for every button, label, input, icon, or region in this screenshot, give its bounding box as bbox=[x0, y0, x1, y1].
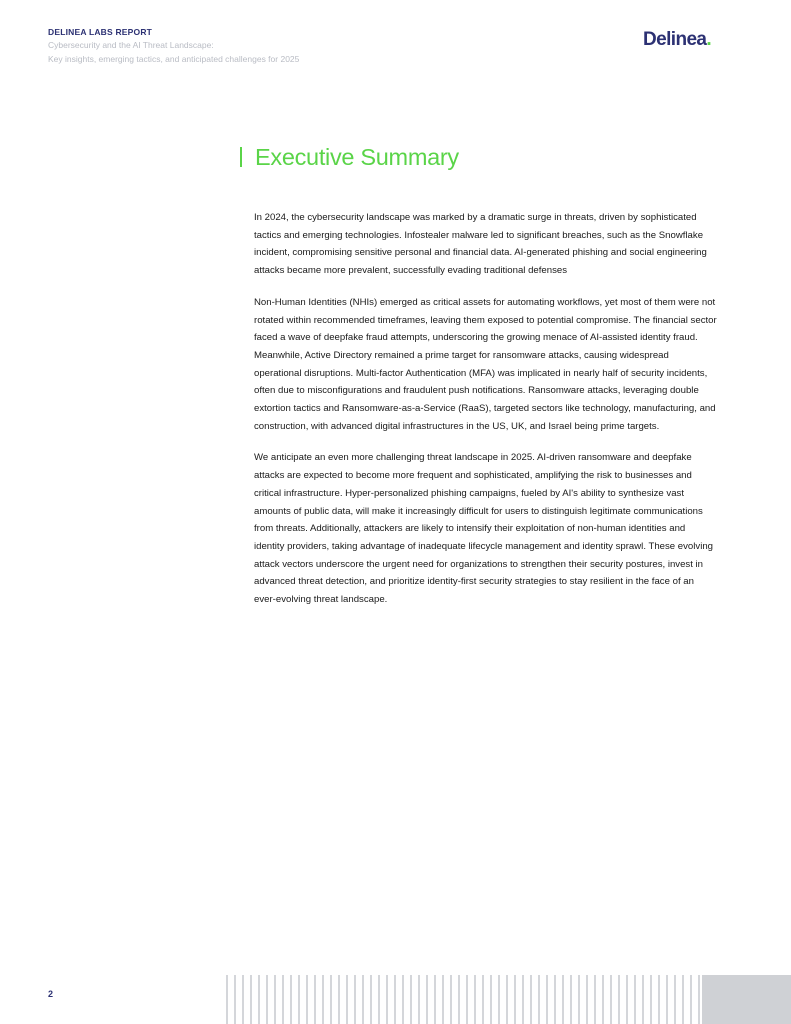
executive-summary-body bbox=[254, 209, 718, 623]
report-subtitle-line-1: Cybersecurity and the AI Threat Landscape: bbox=[48, 40, 214, 50]
footer-stripe-block bbox=[702, 975, 791, 1024]
delinea-logo bbox=[643, 29, 711, 51]
summary-paragraph-2024: In 2024, the cybersecurity landscape was marked by a dramatic surge in threats, driven by sophisticated tactics and emerging technologies. Infostealer malware led to significant breaches, such as the Snowflake incident, compromising sensitive personal and financial data. AI-generated phishing and social engineering attacks became more prevalent, successfully evading traditional defenses bbox=[254, 212, 707, 277]
page-number: 2 bbox=[48, 989, 54, 999]
report-subtitle-line-2: Key insights, emerging tactics, and anticipated challenges for 2025 bbox=[48, 54, 300, 64]
summary-paragraph-2025: We anticipate an even more challenging threat landscape in 2025. AI-driven ransomware and deepfake attacks are expected to become more frequent and sophisticated, amplifying the risk to businesses and critical infrastructure. Hyper-personalized phishing campaigns, fueled by AI's ability to synthesize vast amounts of public data, will make it increasingly difficult for users to distinguish legitimate communications from threats. Additionally, attackers are likely to intensify their exploitation of non-human identities and identity providers, taking advantage of inadequate lifecycle management and identity sprawl. These evolving attack vectors underscore the urgent need for organizations to strengthen their security postures, invest in advanced threat detection, and prioritize identity-first security strategies to stay resilient in the face of an ever-evolving threat landscape. bbox=[254, 452, 714, 606]
logo-text: Delinea bbox=[643, 29, 707, 50]
page-title: Executive Summary bbox=[255, 144, 459, 170]
logo-dot: . bbox=[706, 29, 712, 50]
report-header bbox=[48, 27, 299, 66]
summary-paragraph-nhi: Non-Human Identities (NHIs) emerged as critical assets for automating workflows, yet most of them were not rotated within recommended timeframes, leaving them exposed to potential compromise. The financial sector faced a wave of deepfake fraud attempts, underscoring the growing menace of AI-assisted identity fraud. Meanwhile, Active Directory remained a prime target for ransomware attacks, causing widespread operational disruptions. Multi-factor Authentication (MFA) was implicated in nearly half of security incidents, often due to misconfigurations and fraudulent push notifications. Ransomware attacks, leveraging double extortion tactics and Ransomware-as-a-Service (RaaS), targeted sectors like technology, manufacturing, and construction, with advanced digital infrastructures in the US, UK, and Israel being prime targets. bbox=[254, 296, 717, 432]
report-label: DELINEA LABS REPORT bbox=[48, 27, 153, 37]
title-accent-bar bbox=[240, 147, 242, 167]
